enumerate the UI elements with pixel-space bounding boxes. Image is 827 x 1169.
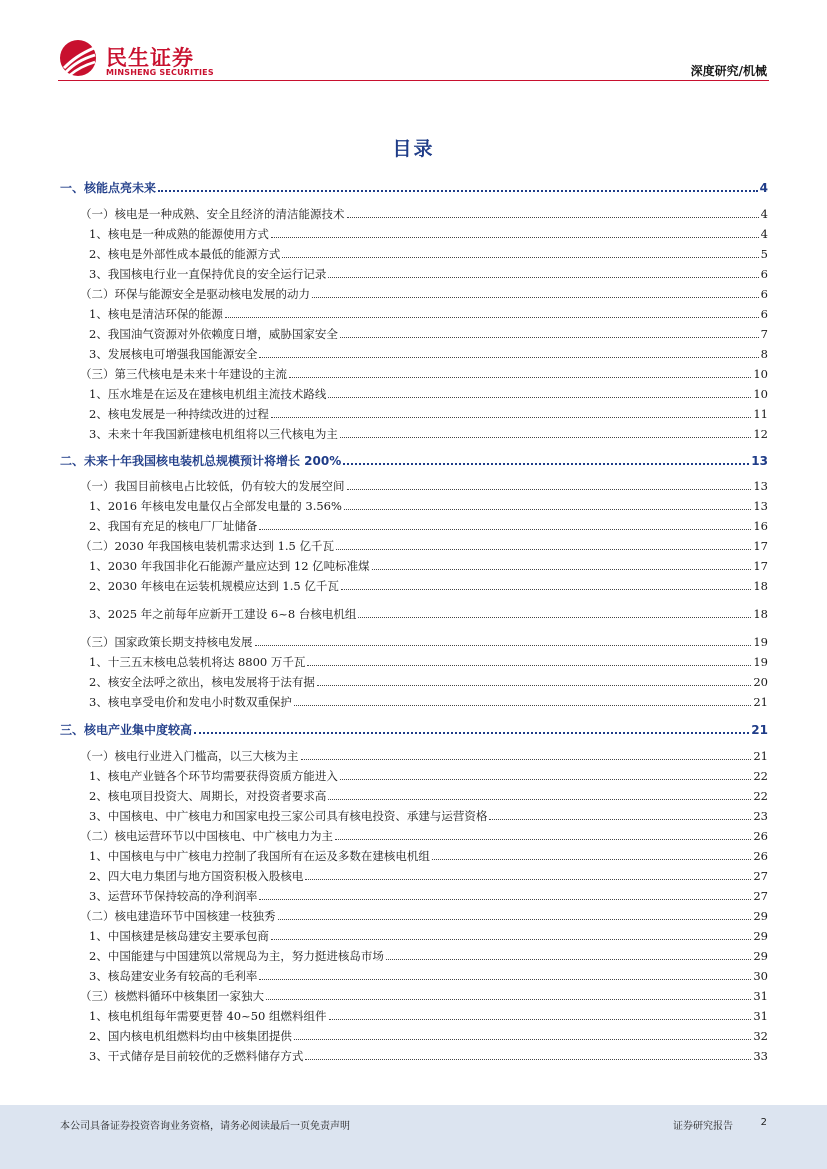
toc-entry-text: 1、压水堆是在运及在建核电机组主流技术路线 — [89, 387, 327, 401]
toc-page-number: 29 — [753, 929, 768, 943]
toc-entry-text: 1、中国核建是核岛建安主要承包商 — [89, 929, 269, 943]
toc-dot-leader — [305, 878, 751, 880]
toc-page-number: 17 — [753, 539, 768, 553]
toc-page-number: 16 — [753, 519, 768, 533]
toc-page-number: 26 — [753, 849, 768, 863]
toc-subsection-entry[interactable] — [60, 384, 768, 402]
toc-entry-text: 1、核电机组每年需要更替 40~50 组燃料组件 — [89, 1009, 327, 1023]
toc-subsection-entry[interactable] — [60, 424, 768, 442]
toc-dot-leader — [301, 758, 752, 760]
toc-entry-text: 3、我国核电行业一直保持优良的安全运行记录 — [89, 267, 327, 281]
toc-entry-text: 1、核电是一种成熟的能源使用方式 — [89, 227, 269, 241]
footer-page-number: 2 — [760, 1117, 767, 1128]
toc-page-number: 7 — [760, 327, 768, 341]
toc-subsection-entry[interactable] — [60, 244, 768, 262]
toc-dot-leader — [347, 488, 752, 490]
toc-entry-text: 3、未来十年我国新建核电机组将以三代核电为主 — [89, 427, 338, 441]
toc-dot-leader — [317, 684, 752, 686]
report-category: 深度研究/机械 — [690, 64, 767, 78]
toc-dot-leader — [255, 644, 752, 646]
toc-entry-text: 3、发展核电可增强我国能源安全 — [89, 347, 258, 361]
toc-page-number: 10 — [753, 387, 768, 401]
toc-dot-leader — [282, 256, 758, 258]
toc-entry-text: （一）核电是一种成熟、安全且经济的清洁能源技术 — [80, 207, 345, 221]
toc-entry-text: 1、核电产业链各个环节均需要获得资质方能进入 — [89, 769, 338, 783]
toc-subsection-entry[interactable] — [60, 692, 768, 710]
toc-entry-text: （二）核电运营环节以中国核电、中广核电力为主 — [80, 829, 333, 843]
toc-subsection-entry[interactable] — [60, 886, 768, 904]
toc-subsection-entry[interactable] — [60, 304, 768, 322]
toc-dot-leader — [358, 616, 751, 618]
toc-dot-leader — [328, 276, 758, 278]
toc-subsection-entry[interactable] — [60, 556, 768, 574]
toc-subsection-entry[interactable] — [60, 806, 768, 824]
toc-entry-text: 三、核电产业集中度较高 — [60, 723, 193, 737]
toc-dot-leader — [259, 528, 751, 530]
toc-page-number: 32 — [753, 1029, 768, 1043]
toc-subsection-entry[interactable] — [60, 1046, 768, 1064]
toc-subsection-entry[interactable] — [60, 786, 768, 804]
footer-disclaimer: 本公司具备证券投资咨询业务资格，请务必阅读最后一页免责声明 — [60, 1121, 350, 1132]
toc-page-number: 6 — [760, 267, 768, 281]
toc-section-entry[interactable] — [60, 284, 768, 302]
toc-entry-text: 2、中国能建与中国建筑以常规岛为主，努力挺进核岛市场 — [89, 949, 384, 963]
toc-page-number: 21 — [753, 695, 768, 709]
toc-entry-text: 3、运营环节保持较高的净利润率 — [89, 889, 258, 903]
toc-dot-leader — [278, 918, 752, 920]
toc-section-entry[interactable] — [60, 746, 768, 764]
toc-page-number: 4 — [760, 207, 768, 221]
toc-page-number: 23 — [753, 809, 768, 823]
toc-subsection-entry[interactable] — [60, 576, 768, 594]
toc-entry-text: 2、国内核电机组燃料均由中核集团提供 — [89, 1029, 292, 1043]
toc-entry-text: 1、十三五末核电总装机将达 8800 万千瓦 — [89, 655, 306, 669]
logo-english-name: MINSHENG SECURITIES — [106, 68, 214, 77]
toc-entry-text: 3、干式储存是目前较优的乏燃料储存方式 — [89, 1049, 304, 1063]
toc-entry-text: （三）核燃料循环中核集团一家独大 — [80, 989, 264, 1003]
toc-dot-leader — [271, 938, 752, 940]
logo-mark-icon — [58, 38, 100, 78]
toc-subsection-entry[interactable] — [60, 926, 768, 944]
toc-entry-text: 3、核岛建安业务有较高的毛利率 — [89, 969, 258, 983]
toc-entry-text: 2、核电是外部性成本最低的能源方式 — [89, 247, 281, 261]
toc-page-number: 26 — [753, 829, 768, 843]
toc-page-number: 4 — [759, 181, 768, 195]
toc-entry-text: 2、核安全法呼之欲出，核电发展将于法有据 — [89, 675, 315, 689]
toc-title: 目录 — [392, 138, 435, 160]
toc-dot-leader — [294, 1038, 752, 1040]
toc-dot-leader — [340, 436, 752, 438]
toc-subsection-entry[interactable] — [60, 404, 768, 422]
toc-page-number: 27 — [753, 869, 768, 883]
toc-dot-leader — [194, 731, 749, 734]
toc-subsection-entry[interactable] — [60, 224, 768, 242]
toc-entry-text: 3、中国核电、中广核电力和国家电投三家公司具有核电投资、承建与运营资格 — [89, 809, 488, 823]
toc-dot-leader — [489, 818, 751, 820]
toc-subsection-entry[interactable] — [60, 1006, 768, 1024]
toc-subsection-entry[interactable] — [60, 946, 768, 964]
toc-page-number: 11 — [753, 407, 768, 421]
toc-entry-text: 1、核电是清洁环保的能源 — [89, 307, 223, 321]
toc-page-number: 4 — [760, 227, 768, 241]
toc-dot-leader — [386, 958, 752, 960]
toc-dot-leader — [328, 396, 751, 398]
toc-dot-leader — [266, 998, 751, 1000]
toc-subsection-entry[interactable] — [60, 652, 768, 670]
toc-dot-leader — [432, 858, 752, 860]
toc-entry-text: 2、核电项目投资大、周期长，对投资者要求高 — [89, 789, 327, 803]
toc-dot-leader — [344, 508, 751, 510]
toc-entry-text: 2、我国油气资源对外依赖度日增，威胁国家安全 — [89, 327, 338, 341]
toc-page-number: 21 — [753, 749, 768, 763]
toc-entry-text: 1、2030 年我国非化石能源产量应达到 12 亿吨标准煤 — [89, 559, 370, 573]
toc-section-entry[interactable] — [60, 906, 768, 924]
toc-entry-text: 2、2030 年核电在运装机规模应达到 1.5 亿千瓦 — [89, 579, 339, 593]
toc-dot-leader — [335, 838, 751, 840]
toc-page-number: 5 — [760, 247, 768, 261]
toc-page-number: 22 — [753, 769, 768, 783]
toc-section-entry[interactable] — [60, 986, 768, 1004]
toc-entry-text: （一）我国目前核电占比较低，仍有较大的发展空间 — [80, 479, 345, 493]
toc-page-number: 33 — [753, 1049, 768, 1063]
toc-page-number: 18 — [753, 607, 768, 621]
toc-entry-text: 一、核能点亮未来 — [60, 181, 157, 195]
toc-section-entry[interactable] — [60, 476, 768, 494]
toc-section-entry[interactable] — [60, 632, 768, 650]
toc-subsection-entry[interactable] — [60, 1026, 768, 1044]
toc-dot-leader — [271, 236, 759, 238]
toc-section-entry[interactable] — [60, 204, 768, 222]
toc-page-number: 6 — [760, 287, 768, 301]
toc-page-number: 31 — [753, 989, 768, 1003]
toc-page-number: 13 — [753, 479, 768, 493]
toc-dot-leader — [259, 898, 751, 900]
toc-page-number: 21 — [751, 723, 768, 737]
toc-entry-text: （一）核电行业进入门槛高，以三大核为主 — [80, 749, 299, 763]
toc-dot-leader — [328, 798, 751, 800]
toc-page-number: 12 — [753, 427, 768, 441]
toc-dot-leader — [271, 416, 752, 418]
page-footer — [0, 1105, 827, 1169]
toc-page-number: 6 — [760, 307, 768, 321]
toc-dot-leader — [329, 1018, 752, 1020]
toc-page-number: 13 — [753, 499, 768, 513]
toc-subsection-entry[interactable] — [60, 604, 768, 622]
toc-page-number: 30 — [753, 969, 768, 983]
toc-chapter-entry[interactable] — [60, 720, 768, 738]
toc-page-number: 18 — [753, 579, 768, 593]
toc-dot-leader — [340, 336, 759, 338]
toc-dot-leader — [305, 1058, 751, 1060]
toc-page-number: 17 — [753, 559, 768, 573]
toc-entry-text: （三）第三代核电是未来十年建设的主流 — [80, 367, 287, 381]
logo-chinese-name: 民生证券 — [106, 46, 194, 70]
toc-entry-text: 2、核电发展是一种持续改进的过程 — [89, 407, 269, 421]
toc-entry-text: （二）核电建造环节中国核建一枝独秀 — [80, 909, 276, 923]
toc-page-number: 29 — [753, 949, 768, 963]
toc-dot-leader — [259, 356, 758, 358]
toc-section-entry[interactable] — [60, 826, 768, 844]
toc-entry-text: 二、未来十年我国核电装机总规模预计将增长 200% — [60, 454, 342, 468]
toc-subsection-entry[interactable] — [60, 866, 768, 884]
toc-page-number: 22 — [753, 789, 768, 803]
toc-subsection-entry[interactable] — [60, 264, 768, 282]
toc-subsection-entry[interactable] — [60, 766, 768, 784]
toc-chapter-entry[interactable] — [60, 178, 768, 196]
toc-entry-text: 1、2016 年核电发电量仅占全部发电量的 3.56% — [89, 499, 342, 513]
toc-chapter-entry[interactable] — [60, 451, 768, 469]
toc-entry-text: 3、核电享受电价和发电小时数双重保护 — [89, 695, 292, 709]
header-divider — [58, 80, 769, 81]
toc-subsection-entry[interactable] — [60, 846, 768, 864]
toc-page-number: 31 — [753, 1009, 768, 1023]
toc-dot-leader — [158, 189, 758, 192]
toc-entry-text: 1、中国核电与中广核电力控制了我国所有在运及多数在建核电机组 — [89, 849, 430, 863]
toc-entry-text: 2、我国有充足的核电厂厂址储备 — [89, 519, 258, 533]
toc-entry-text: （二）2030 年我国核电装机需求达到 1.5 亿千瓦 — [80, 539, 335, 553]
toc-dot-leader — [343, 462, 749, 465]
toc-dot-leader — [289, 376, 751, 378]
toc-subsection-entry[interactable] — [60, 344, 768, 362]
toc-page-number: 13 — [751, 454, 768, 468]
toc-subsection-entry[interactable] — [60, 516, 768, 534]
toc-page-number: 10 — [753, 367, 768, 381]
toc-dot-leader — [336, 548, 751, 550]
toc-dot-leader — [225, 316, 759, 318]
toc-subsection-entry[interactable] — [60, 496, 768, 514]
toc-page-number: 29 — [753, 909, 768, 923]
toc-dot-leader — [294, 704, 752, 706]
toc-section-entry[interactable] — [60, 536, 768, 554]
toc-dot-leader — [347, 216, 759, 218]
toc-page-number: 19 — [753, 655, 768, 669]
toc-page-number: 8 — [760, 347, 768, 361]
toc-subsection-entry[interactable] — [60, 672, 768, 690]
toc-page-number: 27 — [753, 889, 768, 903]
toc-entry-text: （二）环保与能源安全是驱动核电发展的动力 — [80, 287, 310, 301]
toc-subsection-entry[interactable] — [60, 324, 768, 342]
footer-report-type: 证券研究报告 — [673, 1121, 733, 1132]
minsheng-logo — [58, 38, 218, 80]
toc-entry-text: （三）国家政策长期支持核电发展 — [80, 635, 253, 649]
toc-dot-leader — [372, 568, 752, 570]
toc-dot-leader — [259, 978, 751, 980]
page-header — [0, 0, 827, 90]
toc-entry-text: 3、2025 年之前每年应新开工建设 6~8 台核电机组 — [89, 607, 357, 621]
toc-page-number: 20 — [753, 675, 768, 689]
toc-entry-text: 2、四大电力集团与地方国资积极入股核电 — [89, 869, 304, 883]
toc-dot-leader — [312, 296, 759, 298]
toc-dot-leader — [340, 778, 752, 780]
toc-dot-leader — [341, 588, 752, 590]
toc-section-entry[interactable] — [60, 364, 768, 382]
toc-subsection-entry[interactable] — [60, 966, 768, 984]
toc-dot-leader — [307, 664, 751, 666]
toc-page-number: 19 — [753, 635, 768, 649]
